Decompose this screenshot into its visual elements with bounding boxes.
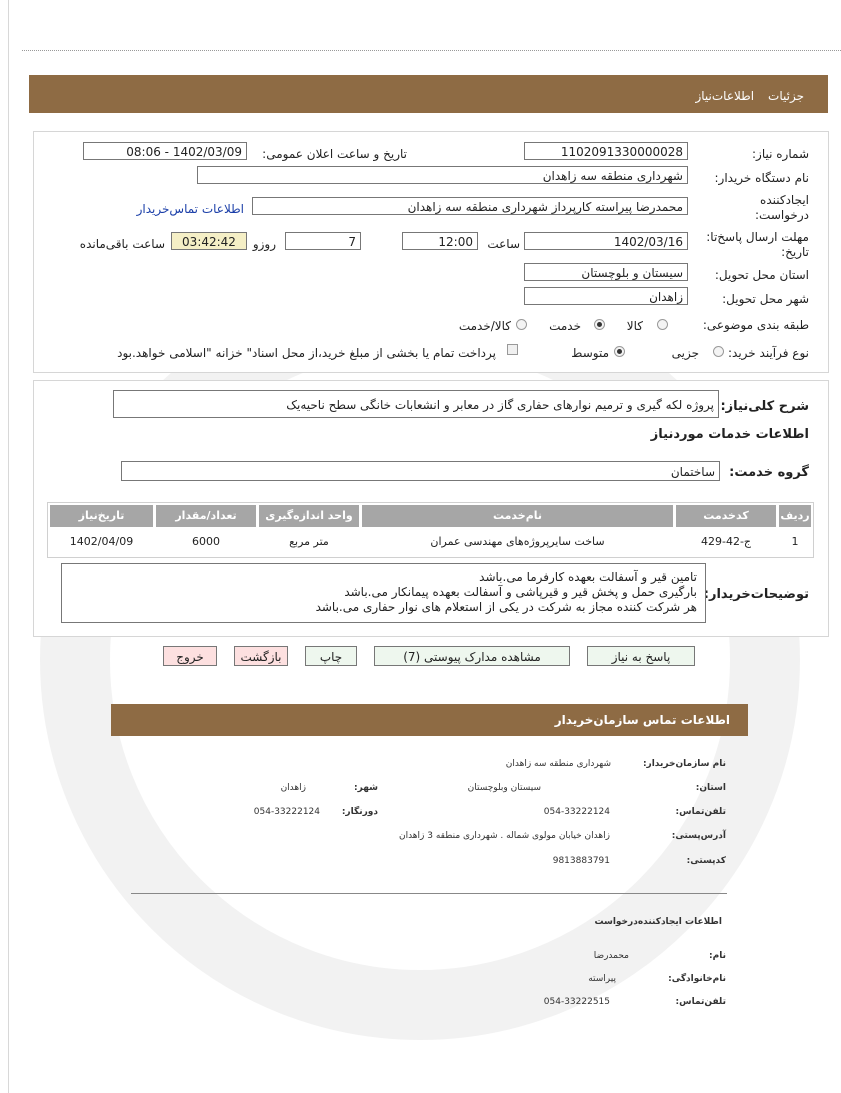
process-label: نوع فرآیند خرید:	[728, 346, 809, 360]
buyer-notes-box	[61, 563, 706, 623]
category-option-goods-service: کالا/خدمت	[458, 319, 511, 333]
table-cell-date: 1402/04/09	[69, 535, 134, 548]
creator-family-value: پیراسته	[588, 974, 616, 984]
contact-fax-label: دورنگار:	[341, 807, 378, 817]
city-label: شهر محل تحویل:	[722, 292, 809, 306]
contact-fax-value: 054-33222124	[253, 807, 320, 817]
summary-field: پروژه لکه گیری و ترمیم نوارهای حفاری گاز در معابر و انشعابات خانگی سطح ناحیه‌یک	[113, 390, 719, 418]
buyer-notes-label: توضیحات‌خریدار:	[703, 587, 809, 602]
table-cell-row: 1	[791, 535, 799, 548]
reply-button[interactable]: پاسخ به نیاز	[587, 646, 695, 666]
service-group-label: گروه خدمت:	[729, 465, 809, 480]
category-option-goods: کالا	[626, 319, 643, 333]
process-option-minor: جزیی	[671, 346, 699, 360]
tab-details[interactable]: جزئیات	[768, 89, 804, 103]
print-button[interactable]: چاپ	[305, 646, 357, 666]
treasury-payment-checkbox[interactable]	[507, 344, 518, 355]
exit-button[interactable]: خروج	[163, 646, 217, 666]
buyer-contact-link[interactable]: اطلاعات تماس‌خریدار	[136, 202, 244, 216]
province-label: استان محل تحویل:	[714, 268, 809, 282]
deadline-time-field: 12:00	[402, 232, 478, 250]
buyer-note-line: بارگیری حمل و پخش قیر و قیرپاشی و آسفالت بعهده پیمانکار می.باشد	[344, 585, 697, 599]
deadline-label-2: تاریخ:	[781, 245, 809, 259]
table-cell-name: ساخت سایرپروژه‌های مهندسی عمران	[430, 535, 605, 548]
category-radio-service[interactable]	[594, 319, 605, 330]
view-documents-button[interactable]: مشاهده مدارک پیوستی (7)	[374, 646, 570, 666]
creator-family-label: نام‌خانوادگی:	[668, 974, 726, 984]
contact-address-label: آدرس‌پستی:	[671, 831, 726, 841]
header-bar	[29, 75, 828, 113]
creator-phone-value: 054-33222515	[543, 997, 610, 1007]
process-radio-medium[interactable]	[614, 346, 625, 357]
contact-province-label: استان:	[695, 783, 726, 793]
province-field: سیستان و بلوچستان	[524, 263, 688, 281]
contact-header	[111, 704, 748, 736]
process-radio-minor[interactable]	[713, 346, 724, 357]
contact-phone-label: تلفن‌تماس:	[675, 807, 726, 817]
category-radio-goods[interactable]	[657, 319, 668, 330]
contact-org-label: نام سازمان‌خریدار:	[642, 759, 726, 769]
city-field: زاهدان	[524, 287, 688, 305]
buyer-label: نام دستگاه خریدار:	[714, 171, 809, 185]
tab-need-info[interactable]: اطلاعات‌نیاز	[695, 89, 755, 103]
creator-label-2: درخواست:	[755, 208, 809, 222]
service-group-field: ساختمان	[121, 461, 720, 481]
col-header-unit: واحد اندازه‌گیری	[259, 505, 359, 527]
days-field: 7	[285, 232, 361, 250]
creator-field: محمدرضا پیراسته کارپرداز شهرداری منطقه سه زاهدان	[252, 197, 688, 215]
contact-phone-value: 054-33222124	[543, 807, 610, 817]
creator-info-title: اطلاعات ایجادکننده‌درخواست	[594, 917, 722, 927]
remaining-time-field: 03:42:42	[171, 232, 247, 250]
announce-label: تاریخ و ساعت اعلان عمومی:	[262, 147, 407, 161]
contact-divider	[131, 893, 727, 894]
treasury-payment-text: پرداخت تمام یا بخشی از مبلغ خرید،از محل اسناد" خزانه "اسلامی خواهد.بود	[117, 346, 496, 360]
col-header-code: کدخدمت	[676, 505, 776, 527]
contact-city-value: زاهدان	[280, 783, 306, 793]
top-divider	[22, 50, 841, 51]
deadline-date-field: 1402/03/16	[524, 232, 688, 250]
services-table	[47, 502, 814, 558]
buyer-note-line: هر شرکت کننده مجاز به شرکت در یکی از استعلام های نوار حفاری می.باشد	[315, 600, 697, 614]
contact-postal-label: کدپستی:	[686, 856, 726, 866]
contact-postal-value: 9813883791	[552, 856, 610, 866]
table-cell-unit: متر مربع	[289, 535, 329, 548]
creator-name-value: محمدرضا	[593, 951, 629, 961]
summary-label: شرح کلی‌نیاز:	[720, 399, 809, 414]
buyer-note-line: تامین قیر و آسفالت بعهده کارفرما می.باشد	[479, 570, 697, 584]
col-header-quantity: تعداد/مقدار	[156, 505, 256, 527]
contact-province-value: سیستان وبلوچستان	[467, 783, 541, 793]
buyer-field: شهرداری منطقه سه زاهدان	[197, 166, 688, 184]
announce-field: 1402/03/09 - 08:06	[83, 142, 247, 160]
category-label: طبقه بندی موضوعی:	[702, 318, 809, 332]
creator-name-label: نام:	[709, 951, 726, 961]
contact-city-label: شهر:	[354, 783, 378, 793]
col-header-row: ردیف	[779, 505, 811, 527]
left-border	[8, 0, 9, 1093]
contact-org-value: شهرداری منطقه سه زاهدان	[505, 759, 611, 769]
contact-title: اطلاعات تماس سازمان‌خریدار	[554, 713, 730, 727]
deadline-label-1: مهلت ارسال پاسخ‌تا:	[706, 230, 809, 244]
back-button[interactable]: بازگشت	[234, 646, 288, 666]
need-number-label: شماره نیاز:	[752, 147, 809, 161]
services-title: اطلاعات خدمات موردنیاز	[650, 427, 809, 442]
creator-label-1: ایجادکننده	[760, 193, 809, 207]
contact-address-value: زاهدان خیابان مولوی شماله . شهرداری منطقه 3 زاهدان	[398, 831, 610, 841]
creator-phone-label: تلفن‌تماس:	[675, 997, 726, 1007]
days-label: روزو	[252, 237, 276, 251]
category-option-service: خدمت	[549, 319, 581, 333]
need-number-field: 1102091330000028	[524, 142, 688, 160]
category-radio-goods-service[interactable]	[516, 319, 527, 330]
process-option-medium: متوسط	[571, 346, 609, 360]
col-header-date: تاریخ‌نیاز	[50, 505, 153, 527]
table-cell-code: ج-42-429	[700, 535, 752, 548]
col-header-name: نام‌خدمت	[362, 505, 673, 527]
table-cell-quantity: 6000	[192, 535, 220, 548]
time-label: ساعت	[487, 237, 520, 251]
remaining-label: ساعت باقی‌مانده	[79, 237, 165, 251]
